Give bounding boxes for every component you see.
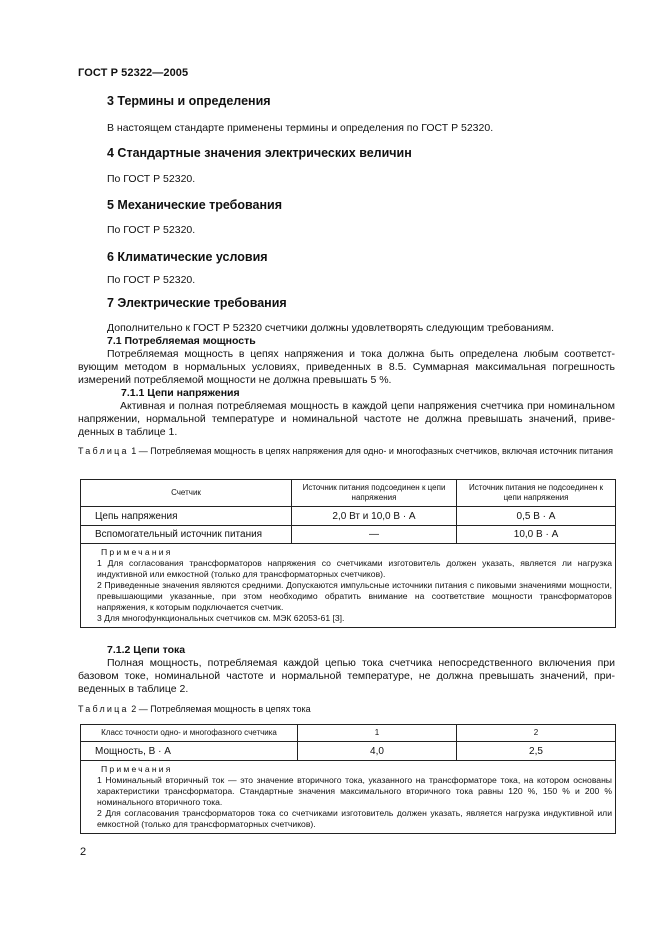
section-6-text: По ГОСТ Р 52320. (107, 274, 196, 286)
table-2-header-class1: 1 (298, 725, 457, 742)
section-7-1-line1: Потребляемая мощность в цепях напряжения и тока должна быть определена любым соответст- (107, 348, 615, 360)
table-2-header-class: Класс точности одно- и многофазного счетчика (81, 725, 298, 742)
table-2-caption (78, 704, 615, 716)
table-1-header-connected: Источник питания подсоединен к цепи напряжения (292, 480, 457, 507)
table-1-header-not-connected: Источник питания не подсоединен к цепи напряжения (457, 480, 616, 507)
table-1-row1-connected: 2,0 Вт и 10,0 В · А (292, 507, 457, 526)
section-3-title: 3 Термины и определения (107, 94, 271, 108)
table-2 (80, 724, 616, 834)
table-2-caption-text: 2 — Потребляемая мощность в цепях тока (128, 704, 311, 714)
table-1-row2-not-connected: 10,0 В · А (457, 526, 616, 544)
section-3-text: В настоящем стандарте применены термины и определения по ГОСТ Р 52320. (107, 122, 494, 134)
section-4-title: 4 Стандартные значения электрических величин (107, 146, 412, 160)
section-5-title: 5 Механические требования (107, 198, 283, 212)
section-7-1-title: 7.1 Потребляемая мощность (107, 335, 256, 347)
section-7-1-1-line2: напряжении, нормальной температуре и номинальной частоте не должна превышать значений, приве- (78, 413, 615, 425)
table-1-row1-label: Цепь напряжения (81, 507, 292, 526)
table-1 (80, 479, 616, 628)
section-7-1-1-line1: Активная и полная потребляемая мощность в каждой цепи напряжения счетчика при номинальном (120, 400, 615, 412)
table-1-row1-not-connected: 0,5 В · А (457, 507, 616, 526)
section-7-1-2-title: 7.1.2 Цепи тока (107, 644, 186, 656)
table-2-caption-label: Таблица (78, 704, 129, 714)
table-1-note-3: 3 Для многофункциональных счетчиков см. МЭК 62053-61 [3]. (97, 613, 345, 623)
section-7-1-line2: вующим методом в нормальных условиях, приведенных в 8.5. Суммарная максимальная погрешность (78, 361, 615, 373)
section-7-1-2-line3: веденных в таблице 2. (78, 683, 189, 695)
table-1-note-2: 2 Приведенные значения являются средними. Допускаются импульсные источники питания с пиковыми значениями мощности, превышающими указанные, при этом необходимо обратить внимание на соответствие мощности трансформаторов напряжения, к которым подключается счетчик. (97, 580, 612, 612)
table-2-row1-class1: 4,0 (298, 742, 457, 761)
table-1-notes (81, 544, 616, 628)
section-5-text: По ГОСТ Р 52320. (107, 224, 196, 236)
table-1-caption-text: 1 — Потребляемая мощность в цепях напряжения для одно- и многофазных счетчиков, включая источник питания (128, 446, 613, 456)
table-1-row2-label: Вспомогательный источник питания (81, 526, 292, 544)
table-2-row1-class2: 2,5 (457, 742, 616, 761)
section-7-title: 7 Электрические требования (107, 296, 287, 310)
table-1-row2-connected: — (292, 526, 457, 544)
table-2-notes (81, 761, 616, 834)
table-2-notes-label: Примечания (101, 764, 173, 774)
table-2-row1-label: Мощность, В · А (81, 742, 298, 761)
section-6-title: 6 Климатические условия (107, 250, 268, 264)
section-7-1-1-line3: денных в таблице 1. (78, 426, 178, 438)
table-1-note-1: 1 Для согласования трансформаторов напряжения со счетчиками изготовитель должен указать, является ли нагрузка индуктивной или емкостной (только для трансформаторных счетчиков). (97, 558, 612, 579)
table-2-note-1: 1 Номинальный вторичный ток — это значение вторичного тока, указанного на трансформаторе тока, на котором основаны характеристики трансформатора. Стандартные значения максимального вторичного тока равны 120 %, 150 % и 200 % номинального вторичного тока. (97, 775, 612, 807)
table-1-notes-label: Примечания (101, 547, 173, 557)
section-4-text: По ГОСТ Р 52320. (107, 173, 196, 185)
section-7-intro: Дополнительно к ГОСТ Р 52320 счетчики должны удовлетворять следующим требованиям. (107, 322, 555, 334)
section-7-1-2-line2: базовом токе, номинальной частоте и нормальной температуре, не должна превышать значений, при- (78, 670, 615, 682)
table-1-caption-label: Таблица (78, 446, 129, 456)
page-number: 2 (80, 846, 87, 858)
table-1-header-meter: Счетчик (81, 480, 292, 507)
section-7-1-1-title: 7.1.1 Цепи напряжения (121, 387, 240, 399)
section-7-1-line3: измерений потребляемой мощности не должна превышать 5 %. (78, 374, 392, 386)
table-1-caption (78, 446, 615, 458)
table-2-note-2: 2 Для согласования трансформаторов тока со счетчиками изготовитель должен указать, является нагрузка индуктивной или емкостной (только для трансформаторных счетчиков). (97, 808, 612, 829)
table-2-header-class2: 2 (457, 725, 616, 742)
section-7-1-2-line1: Полная мощность, потребляемая каждой цепью тока счетчика непосредственного включения при (107, 657, 615, 669)
document-header: ГОСТ Р 52322—2005 (78, 67, 189, 79)
